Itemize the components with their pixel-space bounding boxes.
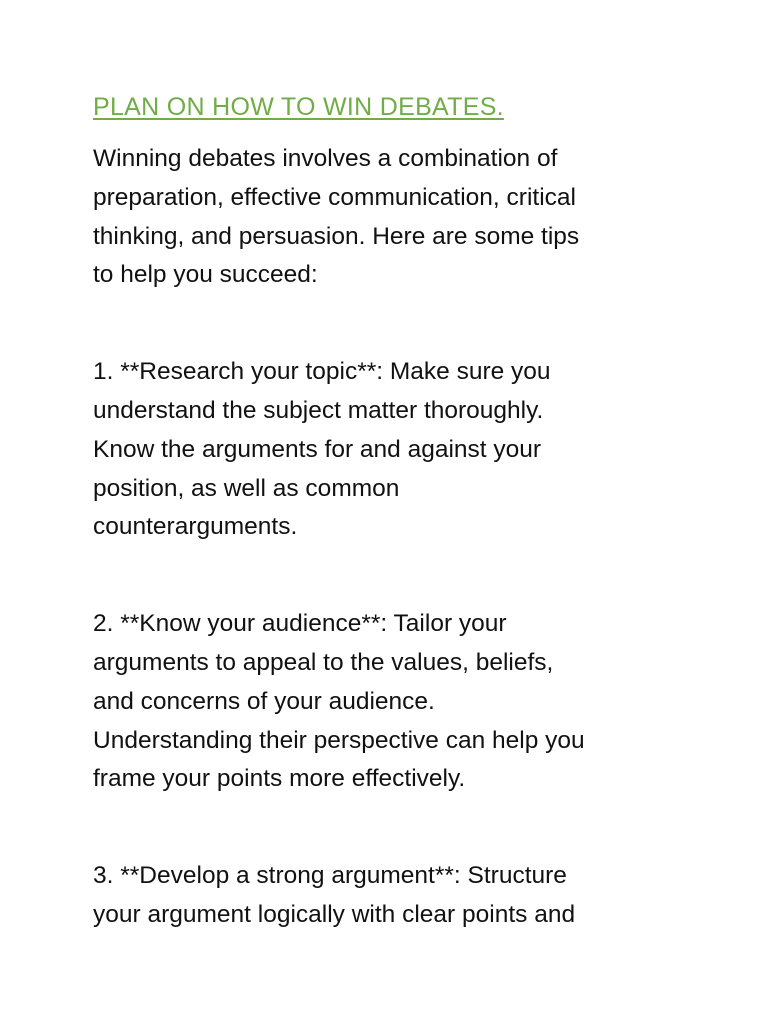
intro-paragraph: Winning debates involves a combination of preparation, effective communication, critical thinking, and persuasion. Here are some tips to help you succeed: — [93, 145, 580, 289]
tip-research-topic: 1. **Research your topic**: Make sure you understand the subject matter thoroughly. Know the arguments for and against your position, as well as common counterarguments. — [93, 358, 551, 541]
document-title: PLAN ON HOW TO WIN DEBATES. — [93, 93, 504, 121]
document-body — [93, 88, 683, 935]
tip-strong-argument: 3. **Develop a strong argument**: Structure your argument logically with clear points and — [93, 862, 576, 928]
tip-know-audience: 2. **Know your audience**: Tailor your arguments to appeal to the values, beliefs, and concerns of your audience. Understanding their perspective can help you frame your points more effectively. — [93, 610, 585, 793]
